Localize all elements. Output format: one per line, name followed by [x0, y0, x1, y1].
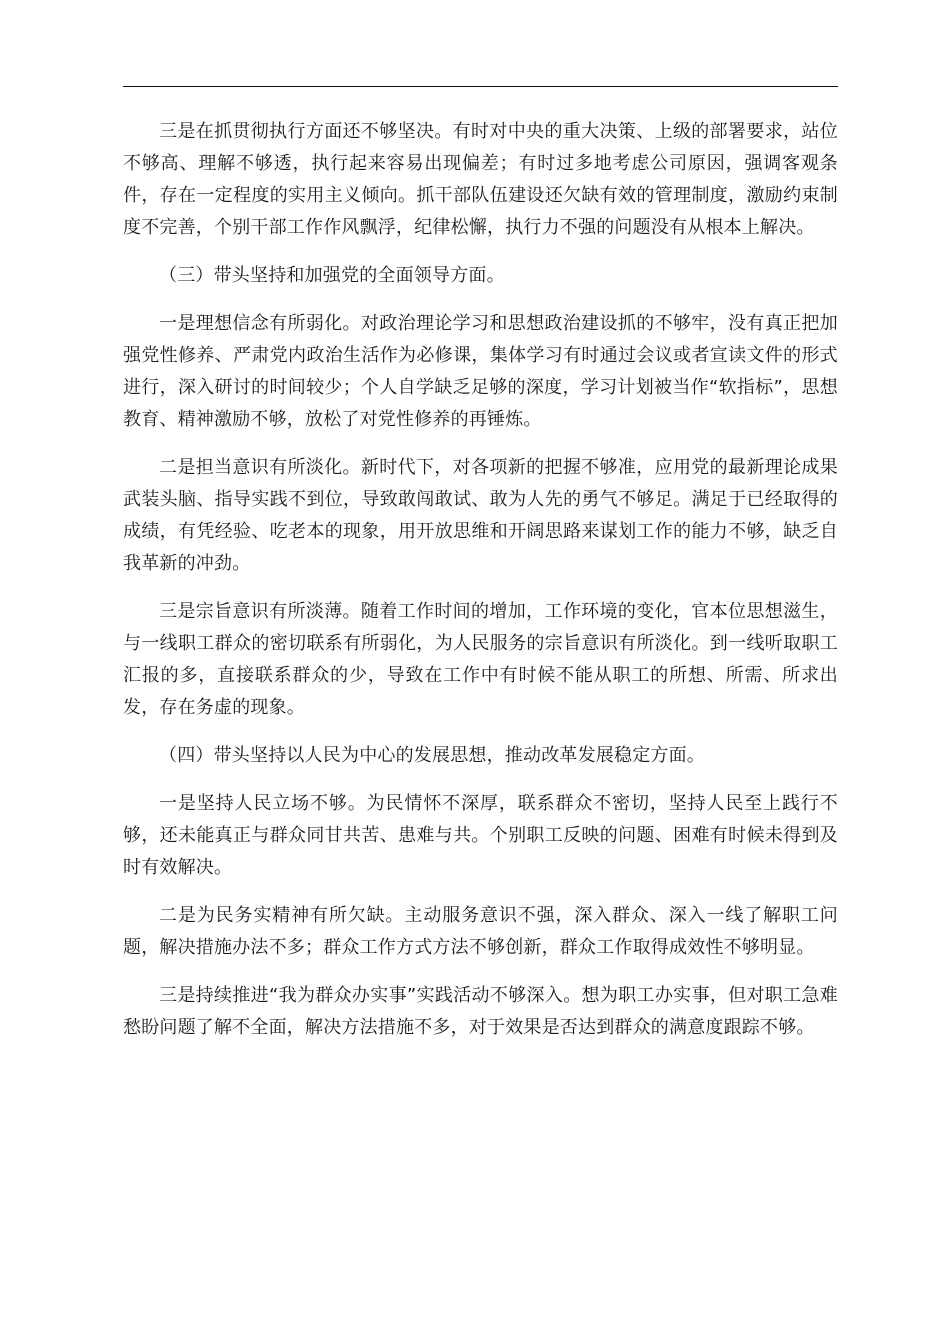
paragraph-7: 三是持续推进“我为群众办实事”实践活动不够深入。想为职工办实事，但对职工急难愁盼问题了解不全面，解决方法措施不多，对于效果是否达到群众的满意度跟踪不够。	[123, 985, 838, 1038]
document-body	[123, 116, 838, 1060]
paragraph-4: 三是宗旨意识有所淡薄。随着工作时间的增加，工作环境的变化，官本位思想滋生，与一线职工群众的密切联系有所弱化，为人民服务的宗旨意识有所淡化。到一线听取职工汇报的多，直接联系群众的少，导致在工作中有时候不能从职工的所想、所需、所求出发，存在务虚的现象。	[123, 601, 838, 718]
section-heading-4: （四）带头坚持以人民为中心的发展思想，推动改革发展稳定方面。	[159, 745, 705, 766]
paragraph-6: 二是为民务实精神有所欠缺。主动服务意识不强，深入群众、深入一线了解职工问题，解决措施办法不多；群众工作方式方法不够创新，群众工作取得成效性不够明显。	[123, 905, 838, 958]
header-rule	[123, 86, 838, 87]
paragraph-1: 三是在抓贯彻执行方面还不够坚决。有时对中央的重大决策、上级的部署要求，站位不够高、理解不够透，执行起来容易出现偏差；有时过多地考虑公司原因，强调客观条件，存在一定程度的实用主义倾向。抓干部队伍建设还欠缺有效的管理制度，激励约束制度不完善，个别干部工作作风飘浮，纪律松懈，执行力不强的问题没有从根本上解决。	[123, 121, 838, 238]
section-heading-3: （三）带头坚持和加强党的全面领导方面。	[159, 265, 505, 286]
paragraph-5: 一是坚持人民立场不够。为民情怀不深厚，联系群众不密切，坚持人民至上践行不够，还未能真正与群众同甘共苦、患难与共。个别职工反映的问题、困难有时候未得到及时有效解决。	[123, 793, 838, 878]
paragraph-3: 二是担当意识有所淡化。新时代下，对各项新的把握不够准，应用党的最新理论成果武装头脑、指导实践不到位，导致敢闯敢试、敢为人先的勇气不够足。满足于已经取得的成绩，有凭经验、吃老本的现象，用开放思维和开阔思路来谋划工作的能力不够，缺乏自我革新的冲劲。	[123, 457, 838, 574]
paragraph-2: 一是理想信念有所弱化。对政治理论学习和思想政治建设抓的不够牢，没有真正把加强党性修养、严肃党内政治生活作为必修课，集体学习有时通过会议或者宣读文件的形式进行，深入研讨的时间较少；个人自学缺乏足够的深度，学习计划被当作“软指标”，思想教育、精神激励不够，放松了对党性修养的再锤炼。	[123, 313, 838, 430]
